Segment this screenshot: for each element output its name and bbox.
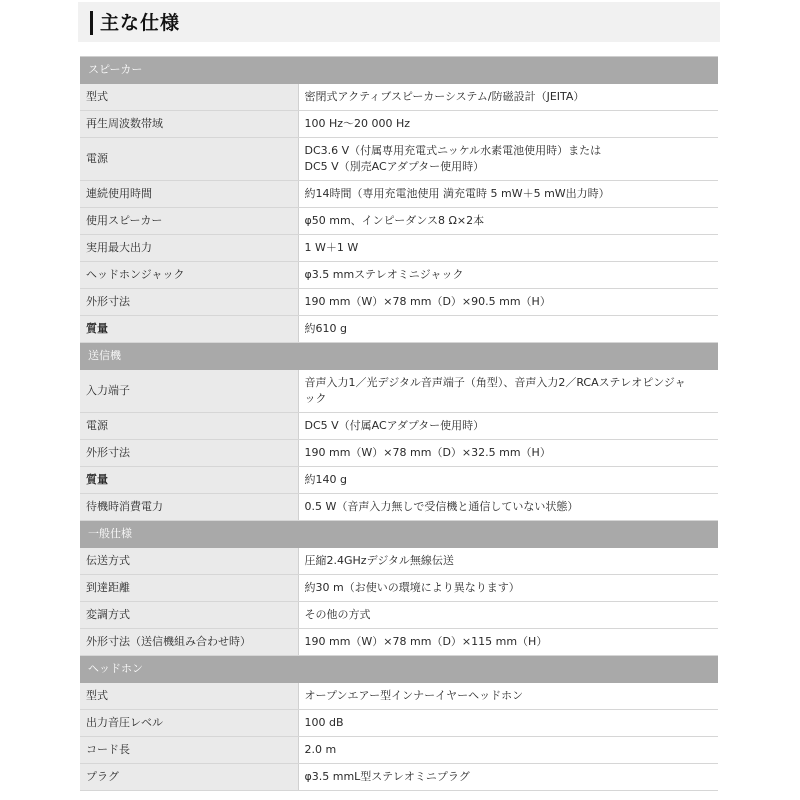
spec-row <box>80 181 718 208</box>
spec-value: 約14時間（専用充電池使用 満充電時 5 mW＋5 mW出力時） <box>298 181 718 208</box>
section-header-speaker <box>80 57 718 84</box>
spec-row <box>80 289 718 316</box>
spec-row <box>80 138 718 181</box>
spec-label: 変調方式 <box>80 602 298 629</box>
spec-label: 型式 <box>80 84 298 111</box>
spec-label: 電源 <box>80 413 298 440</box>
spec-label: 待機時消費電力 <box>80 494 298 521</box>
spec-row <box>80 370 718 413</box>
spec-value-line: ック <box>304 392 327 405</box>
spec-row <box>80 440 718 467</box>
spec-value: 2.0 m <box>298 737 718 764</box>
section-header-general <box>80 521 718 548</box>
spec-label: 伝送方式 <box>80 548 298 575</box>
spec-label: ヘッドホンジャック <box>80 262 298 289</box>
spec-value: φ50 mm、インピーダンス8 Ω×2本 <box>298 208 718 235</box>
spec-value: 190 mm（W）×78 mm（D）×90.5 mm（H） <box>298 289 718 316</box>
spec-value: 190 mm（W）×78 mm（D）×32.5 mm（H） <box>298 440 718 467</box>
spec-label: 実用最大出力 <box>80 235 298 262</box>
section-title: 一般仕様 <box>80 521 718 548</box>
spec-row <box>80 602 718 629</box>
spec-label: 電源 <box>80 138 298 181</box>
spec-table <box>80 56 718 791</box>
spec-value-line: DC3.6 V（付属専用充電式ニッケル水素電池使用時）または <box>304 144 602 157</box>
spec-value: 約140 g <box>298 467 718 494</box>
spec-row <box>80 494 718 521</box>
spec-label: 再生周波数帯域 <box>80 111 298 138</box>
spec-row <box>80 683 718 710</box>
spec-value: 1 W＋1 W <box>298 235 718 262</box>
spec-value: φ3.5 mmL型ステレオミニプラグ <box>298 764 718 791</box>
spec-label: プラグ <box>80 764 298 791</box>
spec-value: 約610 g <box>298 316 718 343</box>
spec-value: 100 dB <box>298 710 718 737</box>
heading-accent-bar <box>90 11 93 35</box>
spec-label: 入力端子 <box>80 370 298 413</box>
spec-label: 使用スピーカー <box>80 208 298 235</box>
section-header-transmitter <box>80 343 718 370</box>
spec-label: 連続使用時間 <box>80 181 298 208</box>
spec-label: 出力音圧レベル <box>80 710 298 737</box>
spec-label: 外形寸法（送信機組み合わせ時） <box>80 629 298 656</box>
spec-value <box>298 370 718 413</box>
spec-value: 100 Hz～20 000 Hz <box>298 111 718 138</box>
spec-value: オープンエアー型インナーイヤーヘッドホン <box>298 683 718 710</box>
spec-value-line: 音声入力1／光デジタル音声端子（角型）、音声入力2／RCAステレオピンジャ <box>304 376 686 389</box>
spec-row <box>80 316 718 343</box>
spec-value: その他の方式 <box>298 602 718 629</box>
section-title: 送信機 <box>80 343 718 370</box>
spec-row <box>80 575 718 602</box>
spec-value: DC5 V（付属ACアダプター使用時） <box>298 413 718 440</box>
spec-value <box>298 138 718 181</box>
spec-row <box>80 737 718 764</box>
section-header-headphones <box>80 656 718 683</box>
spec-row <box>80 235 718 262</box>
page-title: 主な仕様 <box>100 12 181 34</box>
spec-row <box>80 467 718 494</box>
spec-row <box>80 111 718 138</box>
spec-label: 外形寸法 <box>80 440 298 467</box>
spec-row <box>80 629 718 656</box>
section-title: ヘッドホン <box>80 656 718 683</box>
spec-value: 190 mm（W）×78 mm（D）×115 mm（H） <box>298 629 718 656</box>
spec-value: φ3.5 mmステレオミニジャック <box>298 262 718 289</box>
spec-value: 密閉式アクティブスピーカーシステム/防磁設計（JEITA） <box>298 84 718 111</box>
spec-row <box>80 84 718 111</box>
spec-label: 外形寸法 <box>80 289 298 316</box>
spec-row <box>80 262 718 289</box>
page-heading <box>78 2 720 42</box>
spec-label: コード長 <box>80 737 298 764</box>
section-title: スピーカー <box>80 57 718 84</box>
spec-value: 0.5 W（音声入力無しで受信機と通信していない状態） <box>298 494 718 521</box>
spec-value: 圧縮2.4GHzデジタル無線伝送 <box>298 548 718 575</box>
spec-label: 質量 <box>80 316 298 343</box>
spec-value-line: DC5 V（別売ACアダプター使用時） <box>304 160 485 173</box>
spec-row <box>80 413 718 440</box>
spec-value: 約30 m（お使いの環境により異なります） <box>298 575 718 602</box>
spec-row <box>80 208 718 235</box>
spec-row <box>80 764 718 791</box>
spec-label: 到達距離 <box>80 575 298 602</box>
spec-row <box>80 548 718 575</box>
spec-row <box>80 710 718 737</box>
spec-label: 質量 <box>80 467 298 494</box>
spec-label: 型式 <box>80 683 298 710</box>
